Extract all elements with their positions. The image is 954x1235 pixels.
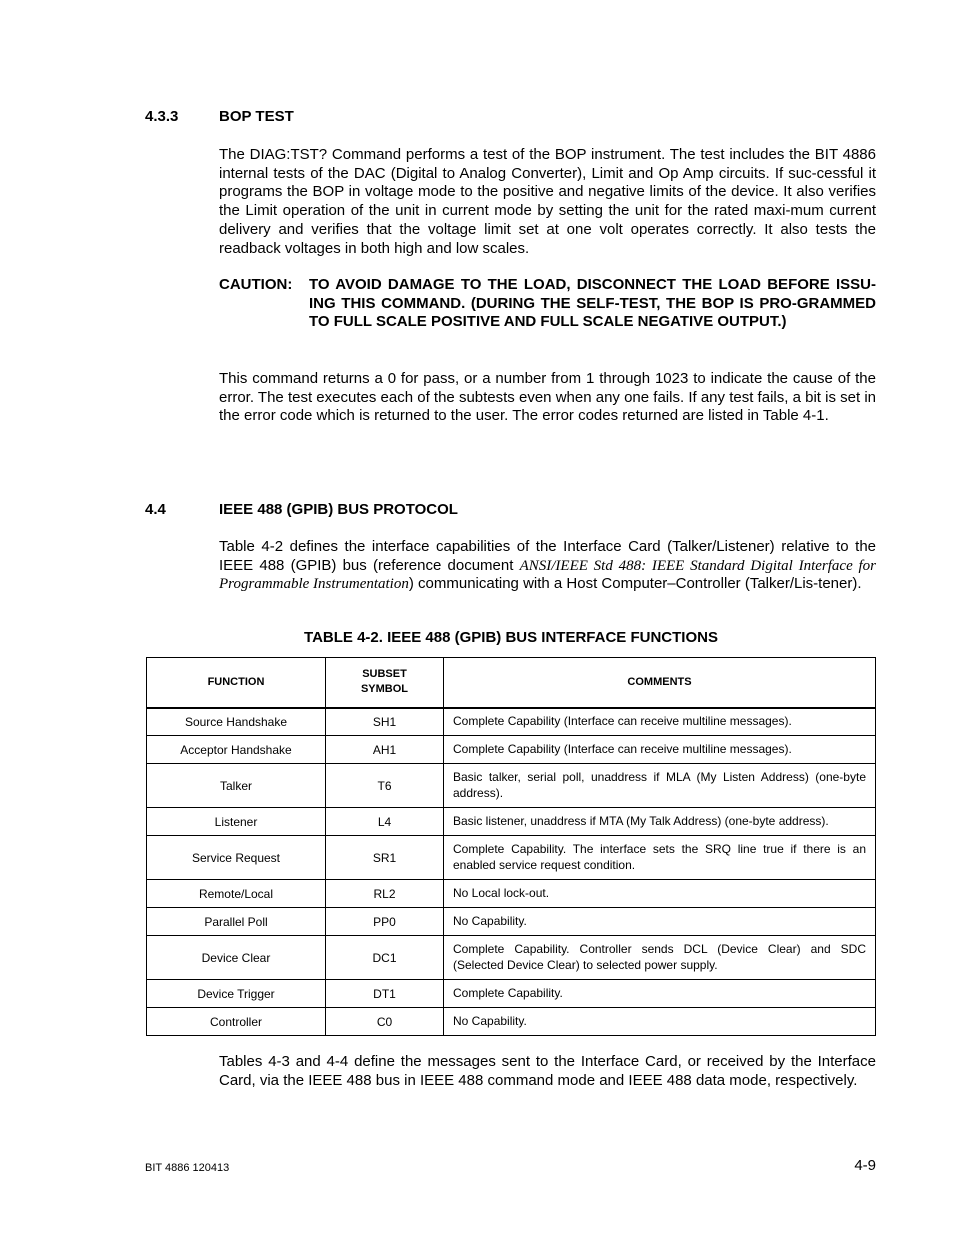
cell-function: Controller bbox=[147, 1008, 326, 1036]
table-header-row bbox=[147, 658, 876, 708]
closing-paragraph: Tables 4-3 and 4-4 define the messages sent to the Interface Card, or received by the Interface Card, via the IEEE 488 bus in IEEE 488 command mode and IEEE 488 data mode, respectively. bbox=[219, 1053, 876, 1089]
section-title-bop-test: BOP TEST bbox=[219, 108, 294, 125]
table-row bbox=[147, 880, 876, 908]
table-row bbox=[147, 936, 876, 980]
cell-symbol: AH1 bbox=[326, 736, 444, 764]
cell-comments: Complete Capability (Interface can receive multiline messages). bbox=[444, 708, 876, 736]
cell-symbol: SH1 bbox=[326, 708, 444, 736]
cell-function: Listener bbox=[147, 808, 326, 836]
reference-document-title: ANSI/IEEE Std 488: IEEE Standard Digital Interface for Programmable Instrumentation bbox=[219, 557, 876, 593]
table-row bbox=[147, 908, 876, 936]
gpib-intro-text-end: ) communicating with a Host Computer–Controller (Talker/Lis-tener). bbox=[408, 575, 862, 593]
header-function: FUNCTION bbox=[147, 658, 326, 708]
return-code-paragraph: This command returns a 0 for pass, or a number from 1 through 1023 to indicate the cause of the error. The test executes each of the subtests even when any one fails. If any test fails, a bit is set in the error code which is returned to the user. The error codes returned are listed in Table 4-1. bbox=[219, 370, 876, 425]
caution-text: TO AVOID DAMAGE TO THE LOAD, DISCONNECT THE LOAD BEFORE ISSU-ING THIS COMMAND. (DURING THE SELF-TEST, THE BOP IS PRO-GRAMMED TO FULL SCALE POSITIVE AND FULL SCALE NEGATIVE OUTPUT.) bbox=[309, 276, 876, 331]
cell-function: Talker bbox=[147, 764, 326, 808]
cell-symbol: PP0 bbox=[326, 908, 444, 936]
cell-symbol: DC1 bbox=[326, 936, 444, 980]
cell-function: Service Request bbox=[147, 836, 326, 880]
gpib-functions-table bbox=[146, 657, 876, 1036]
section-number-4-3-3: 4.3.3 bbox=[145, 108, 179, 125]
caution-label: CAUTION: bbox=[219, 276, 293, 293]
table-row bbox=[147, 1008, 876, 1036]
section-title-gpib-protocol: IEEE 488 (GPIB) BUS PROTOCOL bbox=[219, 501, 458, 518]
header-subset-line1: SUBSET bbox=[362, 668, 407, 681]
cell-function: Source Handshake bbox=[147, 708, 326, 736]
cell-symbol: C0 bbox=[326, 1008, 444, 1036]
table-row bbox=[147, 736, 876, 764]
cell-function: Remote/Local bbox=[147, 880, 326, 908]
cell-comments: No Capability. bbox=[444, 1008, 876, 1036]
bop-test-paragraph: The DIAG:TST? Command performs a test of the BOP instrument. The test includes the BIT 4886 internal tests of the DAC (Digital to Analog Converter), Limit and Op Amp circuits. If suc-cessful it programs the BOP in voltage mode to the positive and negative limits of the device. It also verifies the Limit operation of the unit in current mode by setting the unit for the rated maxi-mum current delivery and verifies that the voltage limit set at one volt operates correctly. It also tests the readback voltages in both high and low scales. bbox=[219, 146, 876, 257]
header-subset-symbol bbox=[326, 658, 444, 708]
cell-function: Device Clear bbox=[147, 936, 326, 980]
cell-symbol: DT1 bbox=[326, 980, 444, 1008]
cell-function: Acceptor Handshake bbox=[147, 736, 326, 764]
cell-comments: Basic talker, serial poll, unaddress if MLA (My Listen Address) (one-byte address). bbox=[444, 764, 876, 808]
table-row bbox=[147, 980, 876, 1008]
cell-comments: Complete Capability. bbox=[444, 980, 876, 1008]
cell-comments: No Capability. bbox=[444, 908, 876, 936]
header-comments: COMMENTS bbox=[444, 658, 876, 708]
cell-comments: Complete Capability (Interface can receive multiline messages). bbox=[444, 736, 876, 764]
cell-symbol: L4 bbox=[326, 808, 444, 836]
cell-comments: Complete Capability. The interface sets the SRQ line true if there is an enabled service request condition. bbox=[444, 836, 876, 880]
cell-function: Parallel Poll bbox=[147, 908, 326, 936]
cell-comments: Basic listener, unaddress if MTA (My Talk Address) (one-byte address). bbox=[444, 808, 876, 836]
gpib-intro-text-start: Table 4-2 defines the interface capabilities of the Interface Card (Talker/Listener) relative to the IEEE 488 (GPIB) bus (reference document bbox=[219, 538, 876, 574]
cell-comments: No Local lock-out. bbox=[444, 880, 876, 908]
header-subset-line2: SYMBOL bbox=[360, 683, 409, 696]
table-row bbox=[147, 808, 876, 836]
cell-function: Device Trigger bbox=[147, 980, 326, 1008]
footer-page-number: 4-9 bbox=[854, 1157, 876, 1174]
table-row bbox=[147, 764, 876, 808]
cell-symbol: RL2 bbox=[326, 880, 444, 908]
footer-document-id: BIT 4886 120413 bbox=[145, 1162, 230, 1174]
table-row bbox=[147, 708, 876, 736]
cell-symbol: SR1 bbox=[326, 836, 444, 880]
cell-comments: Complete Capability. Controller sends DCL (Device Clear) and SDC (Selected Device Clear) to selected power supply. bbox=[444, 936, 876, 980]
cell-symbol: T6 bbox=[326, 764, 444, 808]
gpib-intro-paragraph bbox=[219, 538, 876, 594]
section-number-4-4: 4.4 bbox=[145, 501, 166, 518]
table-row bbox=[147, 836, 876, 880]
table-title: TABLE 4-2. IEEE 488 (GPIB) BUS INTERFACE FUNCTIONS bbox=[304, 629, 718, 646]
